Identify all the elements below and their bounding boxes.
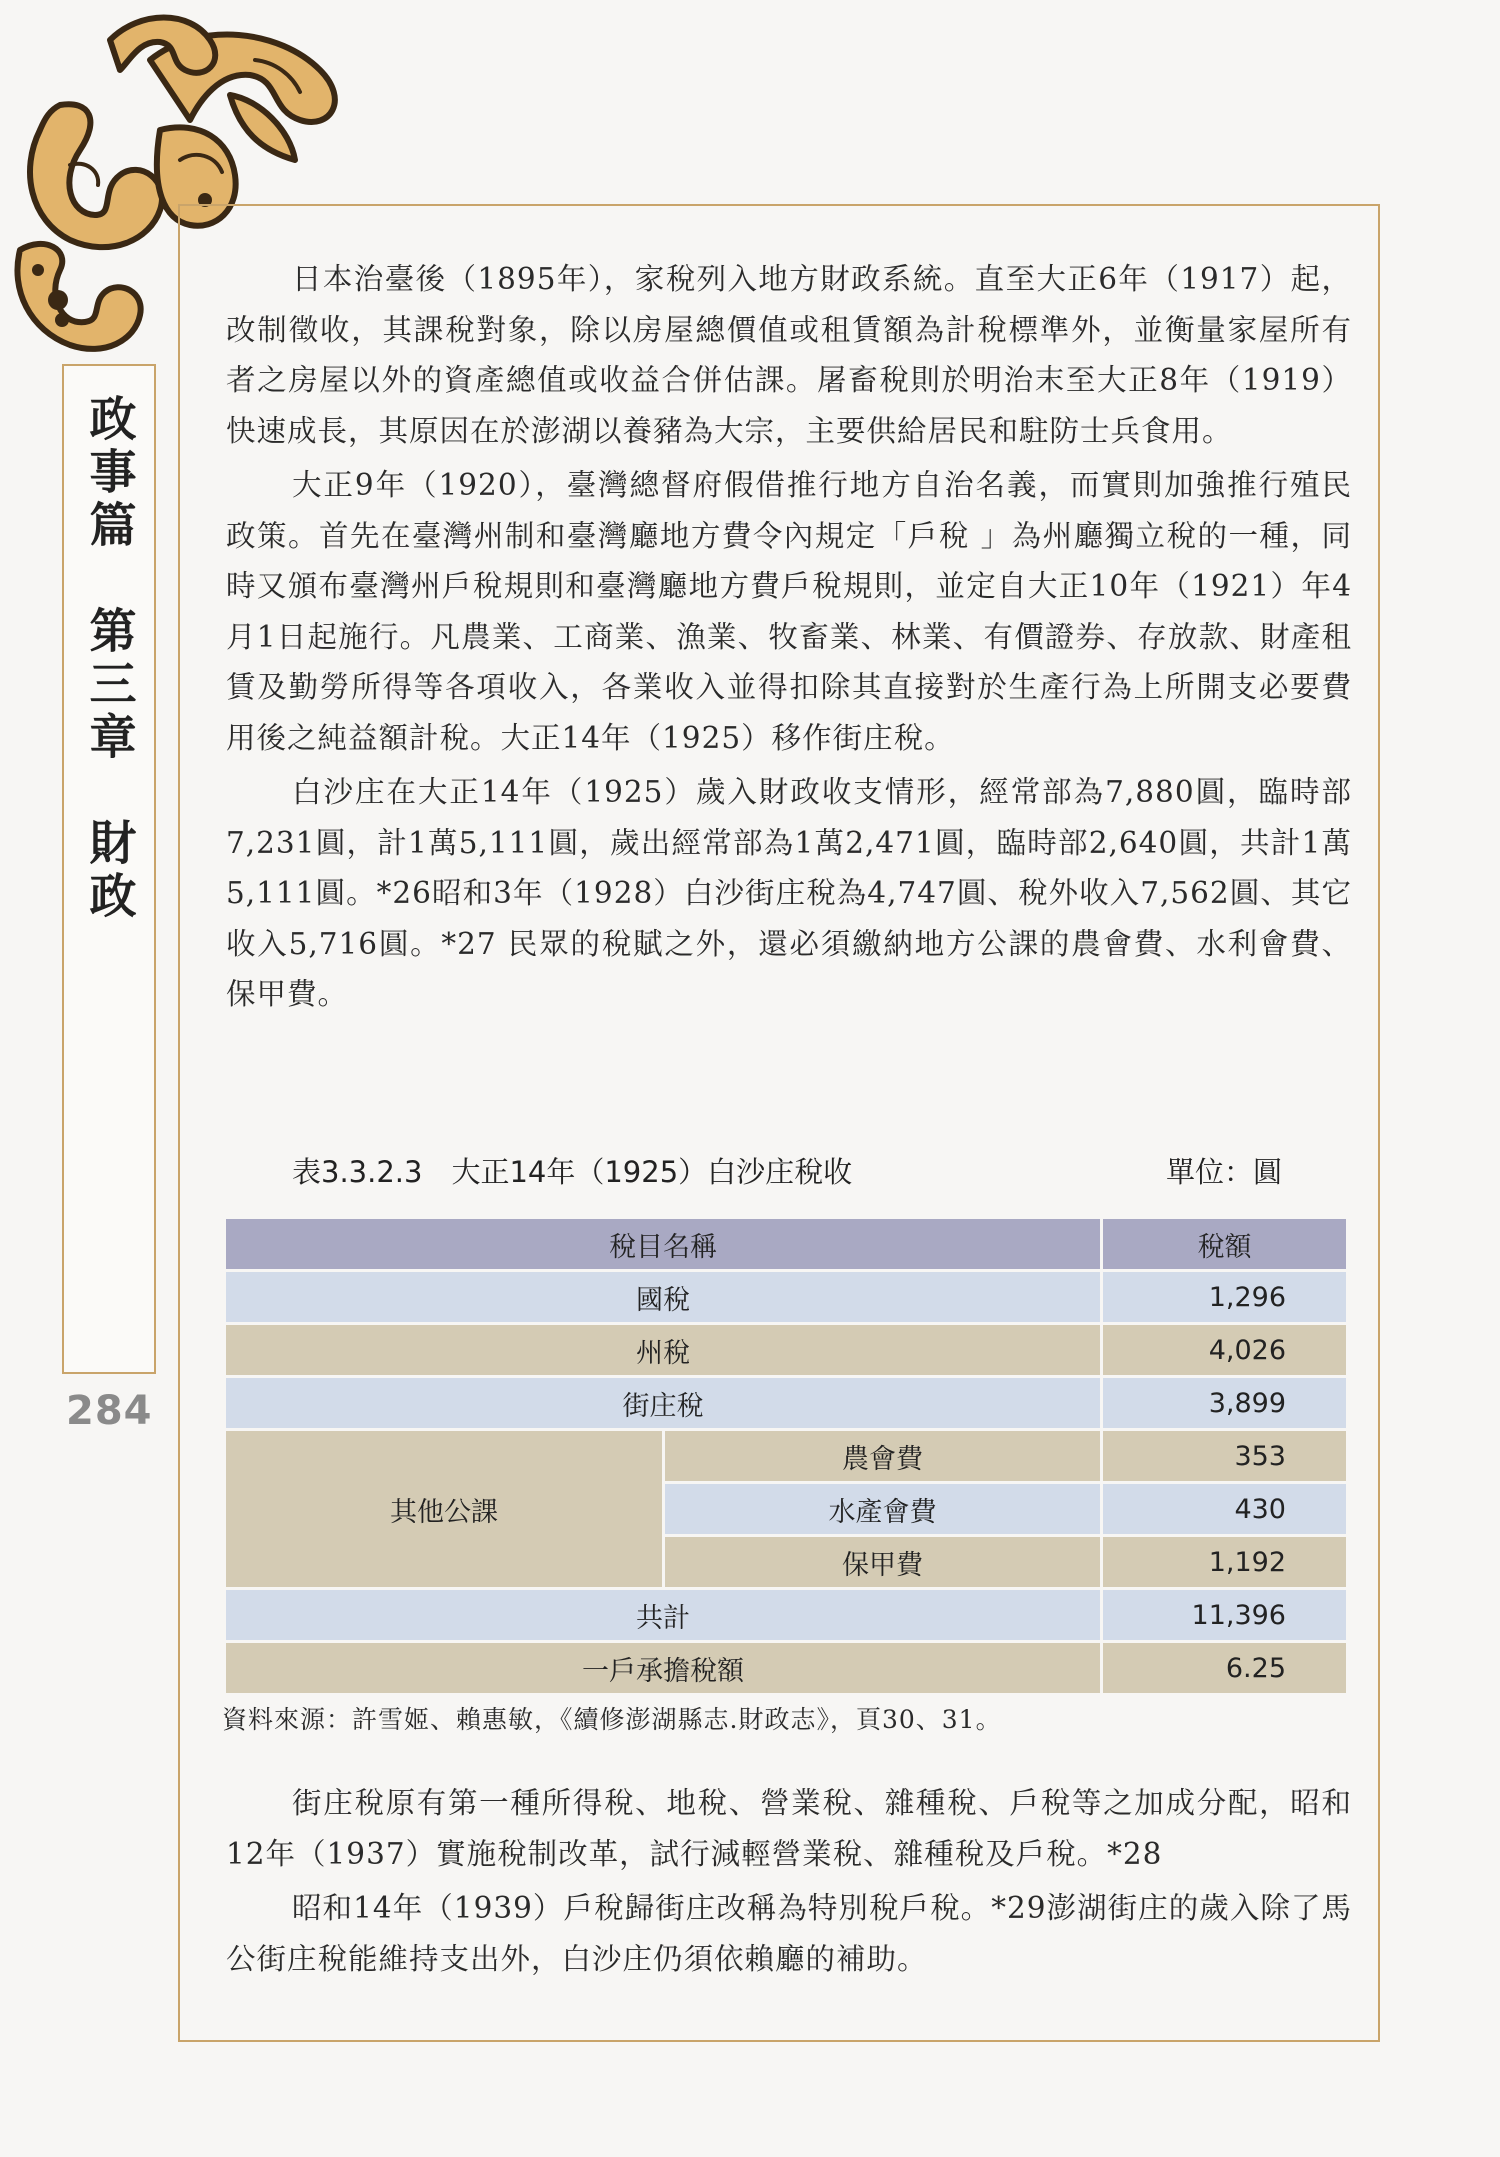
tax-table: [226, 1216, 1346, 1696]
body-text-bottom: [226, 1778, 1352, 1984]
table-header-row: [226, 1219, 1346, 1269]
per-household-name: 一戶承擔稅額: [226, 1643, 1100, 1693]
paragraph: 大正9年（1920），臺灣總督府假借推行地方自治名義，而實則加強推行殖民政策。首先在臺灣州制和臺灣廳地方費令內規定「戶稅 」為州廳獨立稅的一種，同時又頒布臺灣州戶稅規則和臺灣廳地方費戶稅規則，並定自大正10年（1921）年4月1日起施行。凡農業、工商業、漁業、牧畜業、林業、有價證券、存放款、財產租賃及勤勞所得等各項收入，各業收入並得扣除其直接對於生產行為上所開支必要費用後之純益額計稅。大正14年（1925）移作街庄稅。: [226, 468, 1352, 755]
body-text-top: [226, 254, 1352, 1020]
total-name: 共計: [226, 1590, 1100, 1640]
per-household-amount: 6.25: [1100, 1643, 1346, 1693]
row-amount: 353: [1100, 1431, 1346, 1481]
chapter-side-tab: [62, 364, 156, 1374]
row-name: 州稅: [226, 1325, 1100, 1375]
group-label: 其他公課: [226, 1431, 662, 1587]
table-row: [226, 1272, 1346, 1322]
table-unit: 單位：圓: [1165, 1155, 1282, 1189]
sub-row-name: 水產會費: [662, 1484, 1100, 1534]
row-amount: 1,192: [1100, 1537, 1346, 1587]
row-amount: 1,296: [1100, 1272, 1346, 1322]
sub-row-name: 保甲費: [662, 1537, 1100, 1587]
row-amount: 430: [1100, 1484, 1346, 1534]
row-amount: 4,026: [1100, 1325, 1346, 1375]
row-amount: 3,899: [1100, 1378, 1346, 1428]
table-row: [226, 1325, 1346, 1375]
header-tax-amount: 稅額: [1100, 1219, 1346, 1269]
row-name: 國稅: [226, 1272, 1100, 1322]
table-row: [226, 1431, 1346, 1481]
table-total-row: [226, 1590, 1346, 1640]
row-name: 街庄稅: [226, 1378, 1100, 1428]
sub-row-name: 農會費: [662, 1431, 1100, 1481]
table-title: 表3.3.2.3 大正14年（1925）白沙庄稅收: [292, 1155, 853, 1189]
header-tax-name: 稅目名稱: [226, 1219, 1100, 1269]
table-source-note: 資料來源：許雪姬、賴惠敏，《續修澎湖縣志.財政志》，頁30、31。: [222, 1705, 1002, 1734]
paragraph: 白沙庄在大正14年（1925）歲入財政收支情形，經常部為7,880圓，臨時部7,231圓，計1萬5,111圓，歲出經常部為1萬2,471圓，臨時部2,640圓，共計1萬5,111圓。*26昭和3年（1928）白沙街庄稅為4,747圓、稅外收入7,562圓、其它收入5,716圓。*27 民眾的稅賦之外，還必須繳納地方公課的農會費、水利會費、保甲費。: [226, 775, 1352, 1011]
table-row: [226, 1378, 1346, 1428]
paragraph: 街庄稅原有第一種所得稅、地稅、營業稅、雜種稅、戶稅等之加成分配，昭和12年（1937）實施稅制改革，試行減輕營業稅、雜種稅及戶稅。*28: [226, 1786, 1352, 1871]
paragraph: 日本治臺後（1895年），家稅列入地方財政系統。直至大正6年（1917）起，改制徵收，其課稅對象，除以房屋總價值或租賃額為計稅標準外，並衡量家屋所有者之房屋以外的資產總值或收益合併估課。屠畜稅則於明治末至大正8年（1919）快速成長，其原因在於澎湖以養豬為大宗，主要供給居民和駐防士兵食用。: [226, 262, 1352, 448]
total-amount: 11,396: [1100, 1590, 1346, 1640]
table-per-household-row: [226, 1643, 1346, 1693]
chapter-title: 政事篇 第三章 財政: [81, 394, 137, 924]
paragraph: 昭和14年（1939）戶稅歸街庄改稱為特別稅戶稅。*29澎湖街庄的歲入除了馬公街庄稅能維持支出外，白沙庄仍須依賴廳的補助。: [226, 1891, 1352, 1976]
table-caption: [292, 1150, 1282, 1194]
page-number: 284: [66, 1388, 153, 1434]
